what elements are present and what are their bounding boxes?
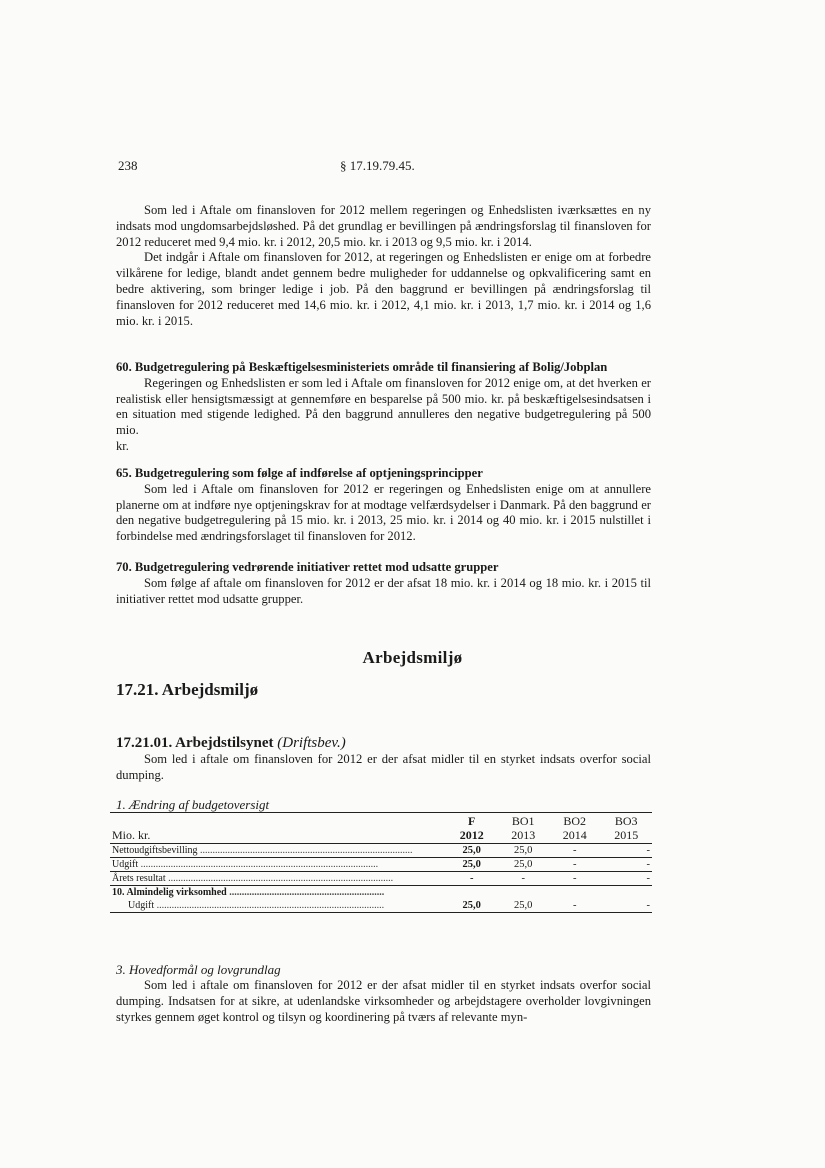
table-header-row-years (110, 829, 652, 844)
section-60-text: Regeringen og Enhedslisten er som led i Aftale om finansloven for 2012 enige om, at det hverken er realistisk eller hensigtsmæssigt at gennemføre en besparelse på 500 mio. kr. på beskæftigelsesindsatsen i en situation med stigende ledighed. På den baggrund annulleres den negative budgetregulering på 500 mio. (116, 375, 651, 438)
cell: - (600, 858, 652, 872)
table-caption: 1. Ændring af budgetoversigt (116, 797, 270, 812)
cell: - (549, 844, 601, 858)
table-row: Udgift ............................................................................................... 25,0 25,0 - - (112, 859, 650, 870)
section-65-text: Som led i Aftale om finansloven for 2012 er regeringen og Enhedslisten enige om at annullere planerne om at indføre nye optjeningskrav for at modtage velfærdsydelser i Danmark. På den baggrund er den negative budgetregulering på 15 mio. kr. i 2013, 25 mio. kr. i 2014 og 40 mio. kr. i 2015 nulstillet i forbindelse med ændringsforslaget til finansloven for 2012. (116, 481, 651, 544)
row-label: Udgift (128, 900, 155, 911)
cell: - (549, 899, 601, 913)
section-70-heading: 70. Budgetregulering vedrørende initiativer rettet mod udsatte grupper (116, 560, 499, 574)
account-intro (116, 752, 651, 784)
chapter-heading: 17.21. Arbejdsmiljø (116, 680, 259, 699)
cell: - (600, 844, 652, 858)
intro-section (116, 203, 651, 329)
row-label: 10. Almindelig virksomhed (112, 887, 227, 898)
section-reference: § 17.19.79.45. (340, 158, 415, 173)
table-row: 10. Almindelig virksomhed .............................................................. (110, 886, 652, 900)
row-label: Udgift (112, 859, 139, 870)
main-title: Arbejdsmiljø (362, 648, 463, 667)
cell: 25,0 (497, 858, 549, 872)
col-year-2013: 2013 (497, 829, 549, 844)
intro-paragraph-2: Det indgår i Aftale om finansloven for 2012, at regeringen og Enhedslisten er enige om at forbedre vilkårene for ledige, blandt andet gennem bedre muligheder for uddannelse og opkvalificering samt en bedre aktivering, som bringer ledige i job. På den baggrund er bevillingen på ændringsforslag til finansloven for 2012 reduceret med 14,6 mio. kr. i 2012, 4,1 mio. kr. i 2013, 1,7 mio. kr. i 2014 og 1,6 mio. kr. i 2015. (116, 250, 651, 328)
cell (600, 886, 652, 900)
table-row: Nettoudgiftsbevilling ..................................................................................... 25,0 25,0 - - (112, 845, 650, 856)
account-heading-type: (Driftsbev.) (277, 735, 346, 751)
account-heading-title: 17.21.01. Arbejdstilsynet (116, 735, 274, 751)
col-header-bo3: BO3 (600, 813, 652, 829)
cell: 25,0 (497, 844, 549, 858)
col-year-2012: 2012 (446, 829, 498, 844)
col-header-bo1: BO1 (497, 813, 549, 829)
cell: - (549, 872, 601, 886)
section-3-caption: 3. Hovedformål og lovgrundlag (116, 962, 281, 977)
table-header-row (110, 813, 652, 829)
section-60-heading: 60. Budgetregulering på Beskæftigelsesministeriets område til finansiering af Bolig/Jobplan (116, 360, 608, 374)
cell: - (600, 872, 652, 886)
row-label: Nettoudgiftsbevilling (112, 845, 198, 856)
col-year-2014: 2014 (549, 829, 601, 844)
section-3-text: Som led i aftale om finansloven for 2012 er der afsat midler til en styrket indsats overfor social dumping. Indsatsen for at sikre, at udenlandske virksomheder og arbejdstagere overholder lovgivningen styrkes gennem øget kontrol og tilsyn og koordinering på tværs af relevante myn- (116, 978, 651, 1024)
cell (549, 886, 601, 900)
section-3 (116, 978, 651, 1025)
page-number: 238 (118, 158, 138, 173)
page-header (118, 158, 648, 178)
cell: - (497, 872, 549, 886)
account-intro-text: Som led i aftale om finansloven for 2012 er der afsat midler til en styrket indsats overfor social dumping. (116, 752, 651, 782)
table-row: Årets resultat .......................................................................................... - - - - (112, 873, 650, 884)
table-row: Udgift ........................................................................................... 25,0 25,0 - - (110, 899, 652, 913)
cell: - (549, 858, 601, 872)
col-year-2015: 2015 (600, 829, 652, 844)
cell (497, 886, 549, 900)
col-header-f: F (446, 813, 498, 829)
section-70 (116, 560, 651, 607)
section-60 (116, 360, 651, 455)
section-60-text-tail: kr. (116, 438, 129, 453)
col-header-bo2: BO2 (549, 813, 601, 829)
row-label: Årets resultat (112, 873, 166, 884)
cell: - (446, 872, 498, 886)
budget-table (110, 812, 652, 913)
cell: 25,0 (497, 899, 549, 913)
account-heading (116, 735, 346, 752)
cell: 25,0 (446, 858, 498, 872)
cell: 25,0 (446, 844, 498, 858)
section-65 (116, 466, 651, 545)
cell: 25,0 (446, 899, 498, 913)
section-70-text: Som følge af aftale om finansloven for 2012 er der afsat 18 mio. kr. i 2014 og 18 mio. kr. i 2015 til initiativer rettet mod udsatte grupper. (116, 575, 651, 606)
cell: - (600, 899, 652, 913)
unit-label: Mio. kr. (110, 829, 446, 844)
section-65-heading: 65. Budgetregulering som følge af indførelse af optjeningsprincipper (116, 466, 483, 480)
cell (446, 886, 498, 900)
intro-paragraph-1: Som led i Aftale om finansloven for 2012 mellem regeringen og Enhedslisten iværksættes en ny indsats mod ungdomsarbejdsløshed. På det grundlag er bevillingen på ændringsforslag til finansloven for 2012 reduceret med 9,4 mio. kr. i 2012, 20,5 mio. kr. i 2013 og 9,5 mio. kr. i 2014. (116, 203, 651, 249)
